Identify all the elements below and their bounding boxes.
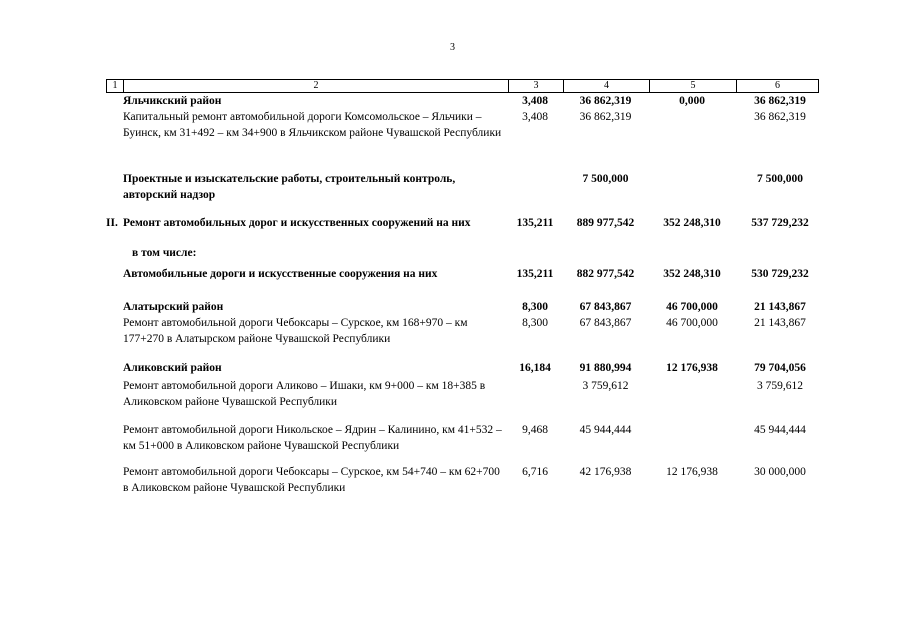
row-length: 135,211 <box>516 217 554 229</box>
row-federal: 46 700,000 <box>666 301 718 313</box>
row-regional: 537 729,232 <box>751 217 809 229</box>
column-header-2: 2 <box>123 80 508 92</box>
row-name: Ремонт автомобильной дороги Никольское – Ядрин – Калинино, км 41+532 – км 51+000 в Аликовском районе Чувашской Республики <box>123 424 502 452</box>
row-name: в том числе: <box>132 247 197 259</box>
row-regional: 7 500,000 <box>757 173 803 185</box>
row-regional: 79 704,056 <box>754 362 806 374</box>
row-federal: 352 248,310 <box>663 217 721 229</box>
row-total: 45 944,444 <box>579 424 632 436</box>
row-total: 91 880,994 <box>579 362 632 374</box>
row-name: Ремонт автомобильных дорог и искусственных сооружений на них <box>123 217 471 229</box>
row-length: 3,408 <box>522 95 548 107</box>
row-name: Ремонт автомобильной дороги Аликово – Ишаки, км 9+000 – км 18+385 в Аликовском районе Чувашской Республики <box>123 380 486 408</box>
row-federal: 0,000 <box>679 95 705 107</box>
row-name: Аликовский район <box>123 362 222 374</box>
row-name: Ремонт автомобильной дороги Чебоксары – Сурское, км 54+740 – км 62+700 в Аликовском районе Чувашской Республики <box>123 466 500 494</box>
row-length: 135,211 <box>516 268 554 280</box>
page-number: 3 <box>450 42 455 53</box>
row-regional: 45 944,444 <box>754 424 806 436</box>
row-name: Ремонт автомобильной дороги Чебоксары – Сурское, км 168+970 – км 177+270 в Алатырском районе Чувашской Республики <box>123 317 468 345</box>
row-number: II. <box>106 217 118 229</box>
row-regional: 30 000,000 <box>754 466 806 478</box>
row-total: 42 176,938 <box>579 466 632 478</box>
column-header-4: 4 <box>563 80 649 92</box>
row-regional: 36 862,319 <box>754 111 806 123</box>
row-length: 8,300 <box>522 301 548 313</box>
row-name: Капитальный ремонт автомобильной дороги Комсомольское – Яльчики – Буинск, км 31+492 – км 34+900 в Яльчикском районе Чувашской Республики <box>123 111 502 139</box>
column-header-1: 1 <box>106 80 123 92</box>
row-federal: 352 248,310 <box>663 268 721 280</box>
table-header <box>106 79 819 93</box>
row-regional: 21 143,867 <box>754 301 806 313</box>
row-total: 67 843,867 <box>579 317 632 329</box>
row-length: 6,716 <box>522 466 548 478</box>
row-federal: 12 176,938 <box>666 466 718 478</box>
row-total: 67 843,867 <box>579 301 632 313</box>
row-length: 9,468 <box>522 424 548 436</box>
column-header-3: 3 <box>508 80 563 92</box>
row-regional: 21 143,867 <box>754 317 806 329</box>
row-total: 7 500,000 <box>582 173 629 185</box>
row-length: 3,408 <box>522 111 548 123</box>
row-federal: 46 700,000 <box>666 317 718 329</box>
row-total: 36 862,319 <box>579 95 632 107</box>
row-name: Проектные и изыскательские работы, строительный контроль, авторский надзор <box>123 173 456 201</box>
row-regional: 36 862,319 <box>754 95 806 107</box>
row-total: 882 977,542 <box>576 268 635 280</box>
row-name: Алатырский район <box>123 301 224 313</box>
row-total: 3 759,612 <box>582 380 629 392</box>
column-header-6: 6 <box>736 80 819 92</box>
row-regional: 3 759,612 <box>757 380 803 392</box>
row-total: 36 862,319 <box>579 111 632 123</box>
row-federal: 12 176,938 <box>666 362 718 374</box>
row-name: Автомобильные дороги и искусственные сооружения на них <box>123 268 438 280</box>
row-total: 889 977,542 <box>576 217 635 229</box>
row-regional: 530 729,232 <box>751 268 809 280</box>
row-length: 16,184 <box>519 362 551 374</box>
row-length: 8,300 <box>522 317 548 329</box>
column-header-5: 5 <box>649 80 736 92</box>
row-name: Яльчикский район <box>123 95 222 107</box>
